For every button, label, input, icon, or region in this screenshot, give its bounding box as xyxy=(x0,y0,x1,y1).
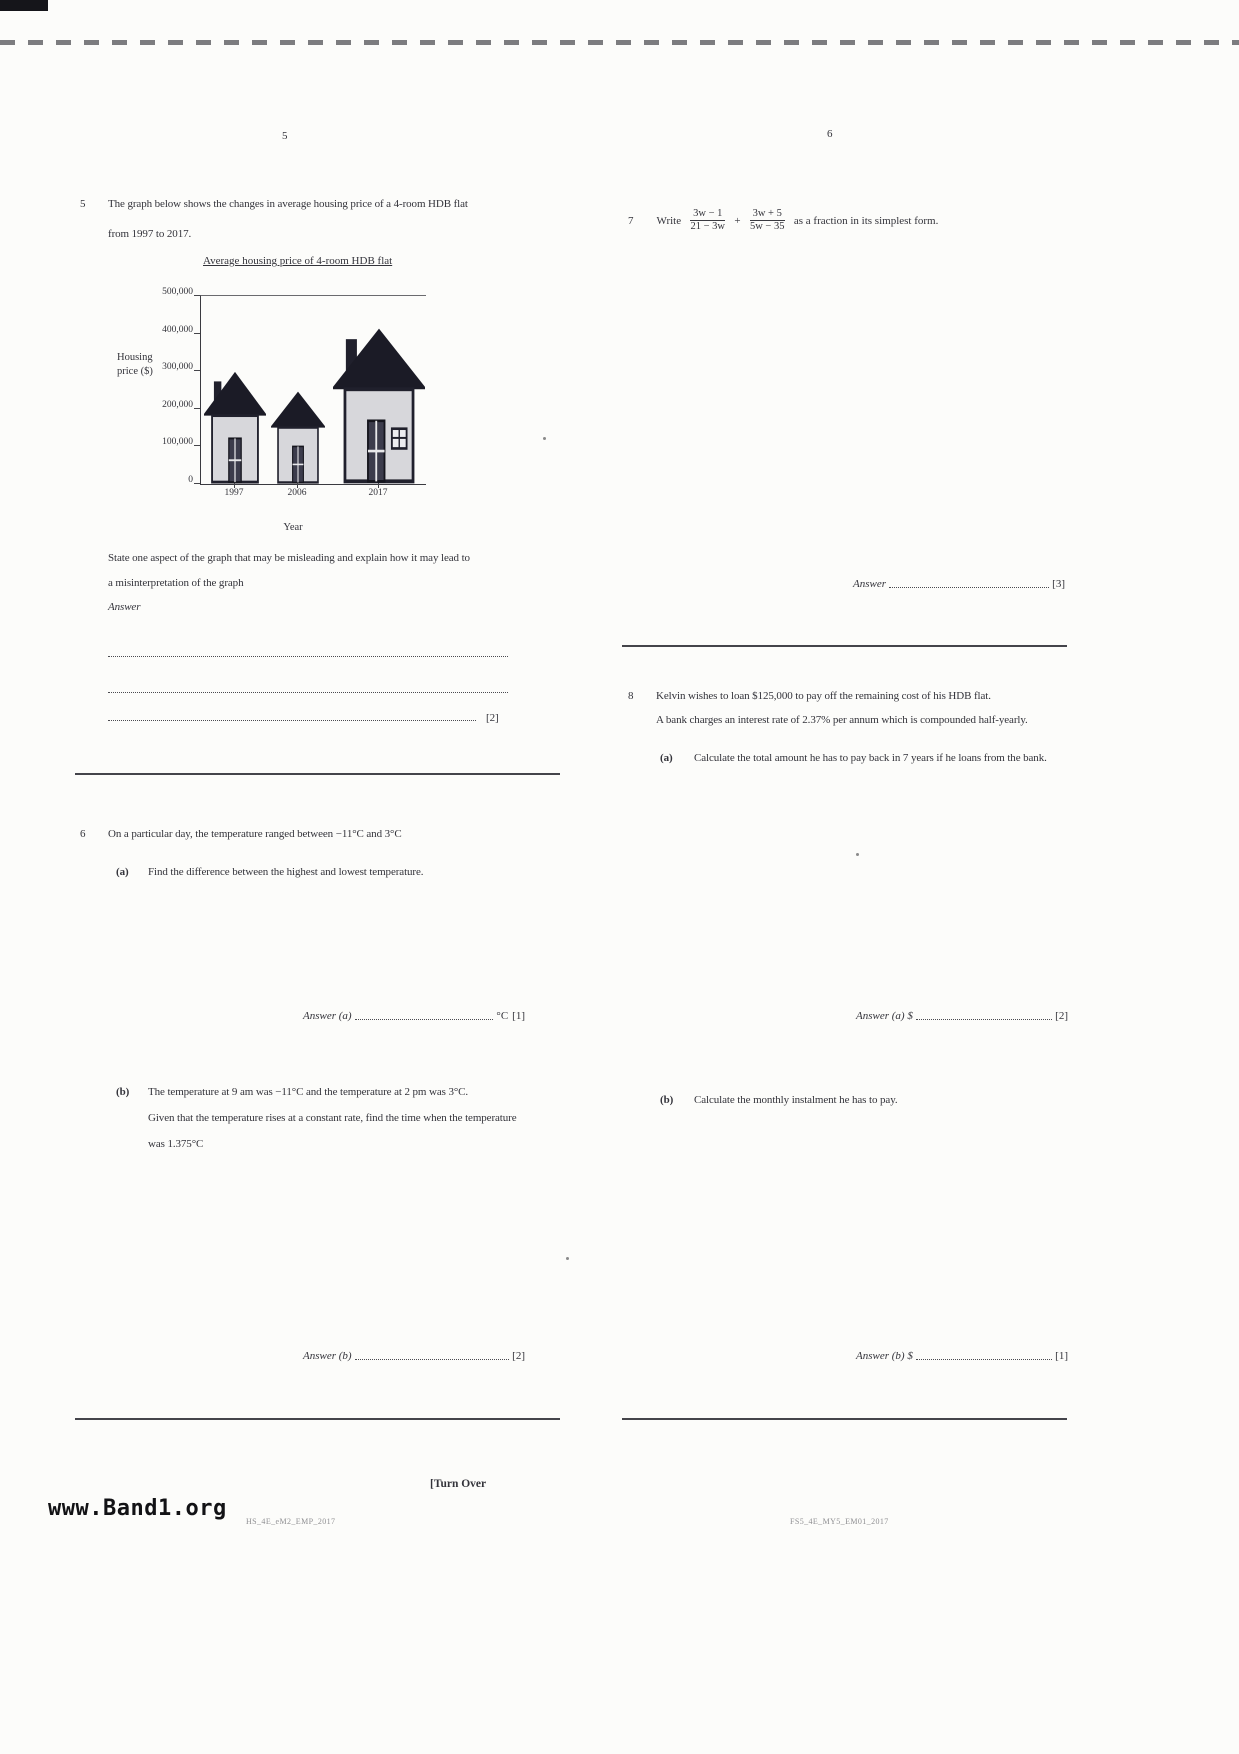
q6a-label: (a) xyxy=(116,866,129,878)
q6a-answer-unit: °C xyxy=(496,1010,509,1022)
q6-intro: On a particular day, the temperature ranged between −11°C and 3°C xyxy=(108,828,402,840)
y-tick-label: 200,000 xyxy=(162,400,193,410)
q8b-marks: [1] xyxy=(1055,1350,1068,1362)
turn-over-note: [Turn Over xyxy=(430,1478,487,1490)
q5-prompt-line2: a misinterpretation of the graph xyxy=(108,577,244,589)
q8-number: 8 xyxy=(628,690,634,702)
q8-intro-line1: Kelvin wishes to loan $125,000 to pay off the remaining cost of his HDB flat. xyxy=(656,690,991,702)
q8b-answer-dots xyxy=(916,1357,1052,1360)
q6-number: 6 xyxy=(80,828,86,840)
x-tick-label: 2006 xyxy=(287,488,307,498)
q8b-answer-row xyxy=(856,1350,1068,1362)
q6a-marks: [1] xyxy=(512,1010,525,1022)
y-axis-label-line2: price ($) xyxy=(117,365,153,377)
q8a-answer-row xyxy=(856,1010,1068,1022)
q8a-answer-label: Answer (a) $ xyxy=(856,1010,913,1022)
q8b-label: (b) xyxy=(660,1094,674,1106)
q7-frac2-numerator: 3w + 5 xyxy=(750,208,785,221)
y-tick-label: 400,000 xyxy=(162,325,193,335)
q7-fraction-1 xyxy=(690,208,725,233)
q5-text-line2: from 1997 to 2017. xyxy=(108,228,192,240)
q8a-label: (a) xyxy=(660,752,673,764)
y-tick-label: 500,000 xyxy=(162,287,193,297)
section-divider xyxy=(622,645,1067,647)
q6b-text-line1: The temperature at 9 am was −11°C and the temperature at 2 pm was 3°C. xyxy=(148,1086,469,1098)
q6b-answer-label: Answer (b) xyxy=(303,1350,352,1362)
q7-suffix: as a fraction in its simplest form. xyxy=(793,214,939,227)
q8a-marks: [2] xyxy=(1055,1010,1068,1022)
right-page-footer-code: FS5_4E_MY5_EM01_2017 xyxy=(790,1517,889,1526)
chart-x-axis-label: Year xyxy=(283,522,303,533)
q7-fraction-2 xyxy=(750,208,785,233)
q7-marks: [3] xyxy=(1052,578,1065,590)
band1-watermark: www.Band1.org xyxy=(48,1496,227,1521)
q7-number: 7 xyxy=(628,214,634,227)
x-tick-label: 2017 xyxy=(368,488,388,498)
q7-frac1-denominator: 21 − 3w xyxy=(690,221,725,233)
x-tick-label: 1997 xyxy=(224,488,244,498)
page-number: 5 xyxy=(282,130,288,142)
page-number: 6 xyxy=(827,128,833,140)
q5-prompt-line1: State one aspect of the graph that may be misleading and explain how it may lead to xyxy=(108,552,470,564)
page-bottom-rule xyxy=(622,1418,1067,1420)
q8b-text: Calculate the monthly instalment he has to pay. xyxy=(694,1094,898,1106)
y-tick-label: 100,000 xyxy=(162,437,193,447)
q7-answer-row xyxy=(853,578,1065,590)
q7-answer-label: Answer xyxy=(853,578,886,590)
y-tick-label: 0 xyxy=(188,475,193,485)
q7-frac1-numerator: 3w − 1 xyxy=(690,208,725,221)
q6b-marks: [2] xyxy=(512,1350,525,1362)
q7-question-row xyxy=(628,208,938,233)
q7-frac2-denominator: 5w − 35 xyxy=(749,221,785,233)
q6b-text-line3: was 1.375°C xyxy=(148,1138,204,1150)
y-axis-label-line1: Housing xyxy=(117,352,153,363)
q6b-text-line2: Given that the temperature rises at a constant rate, find the time when the temperature xyxy=(148,1112,517,1124)
q8a-answer-dots xyxy=(916,1017,1052,1020)
q8-intro-line2: A bank charges an interest rate of 2.37% per annum which is compounded half-yearly. xyxy=(656,714,1028,726)
left-page-footer-code: HS_4E_eM2_EMP_2017 xyxy=(246,1517,336,1526)
q5-number: 5 xyxy=(80,198,86,210)
q8a-text: Calculate the total amount he has to pay back in 7 years if he loans from the bank. xyxy=(694,752,1047,764)
q7-plus-operator: + xyxy=(734,214,741,227)
q7-prefix: Write xyxy=(656,214,682,227)
q6b-label: (b) xyxy=(116,1086,130,1098)
q5-text-line1: The graph below shows the changes in average housing price of a 4-room HDB flat xyxy=(108,198,468,210)
q6a-text: Find the difference between the highest and lowest temperature. xyxy=(148,866,424,878)
q5-marks: [2] xyxy=(486,712,499,724)
chart-title: Average housing price of 4-room HDB flat xyxy=(203,255,393,267)
q6a-answer-label: Answer (a) xyxy=(303,1010,352,1022)
q8b-answer-label: Answer (b) $ xyxy=(856,1350,913,1362)
q5-answer-label: Answer xyxy=(108,601,141,613)
y-tick-label: 300,000 xyxy=(162,362,193,372)
q7-answer-dots xyxy=(889,585,1049,588)
